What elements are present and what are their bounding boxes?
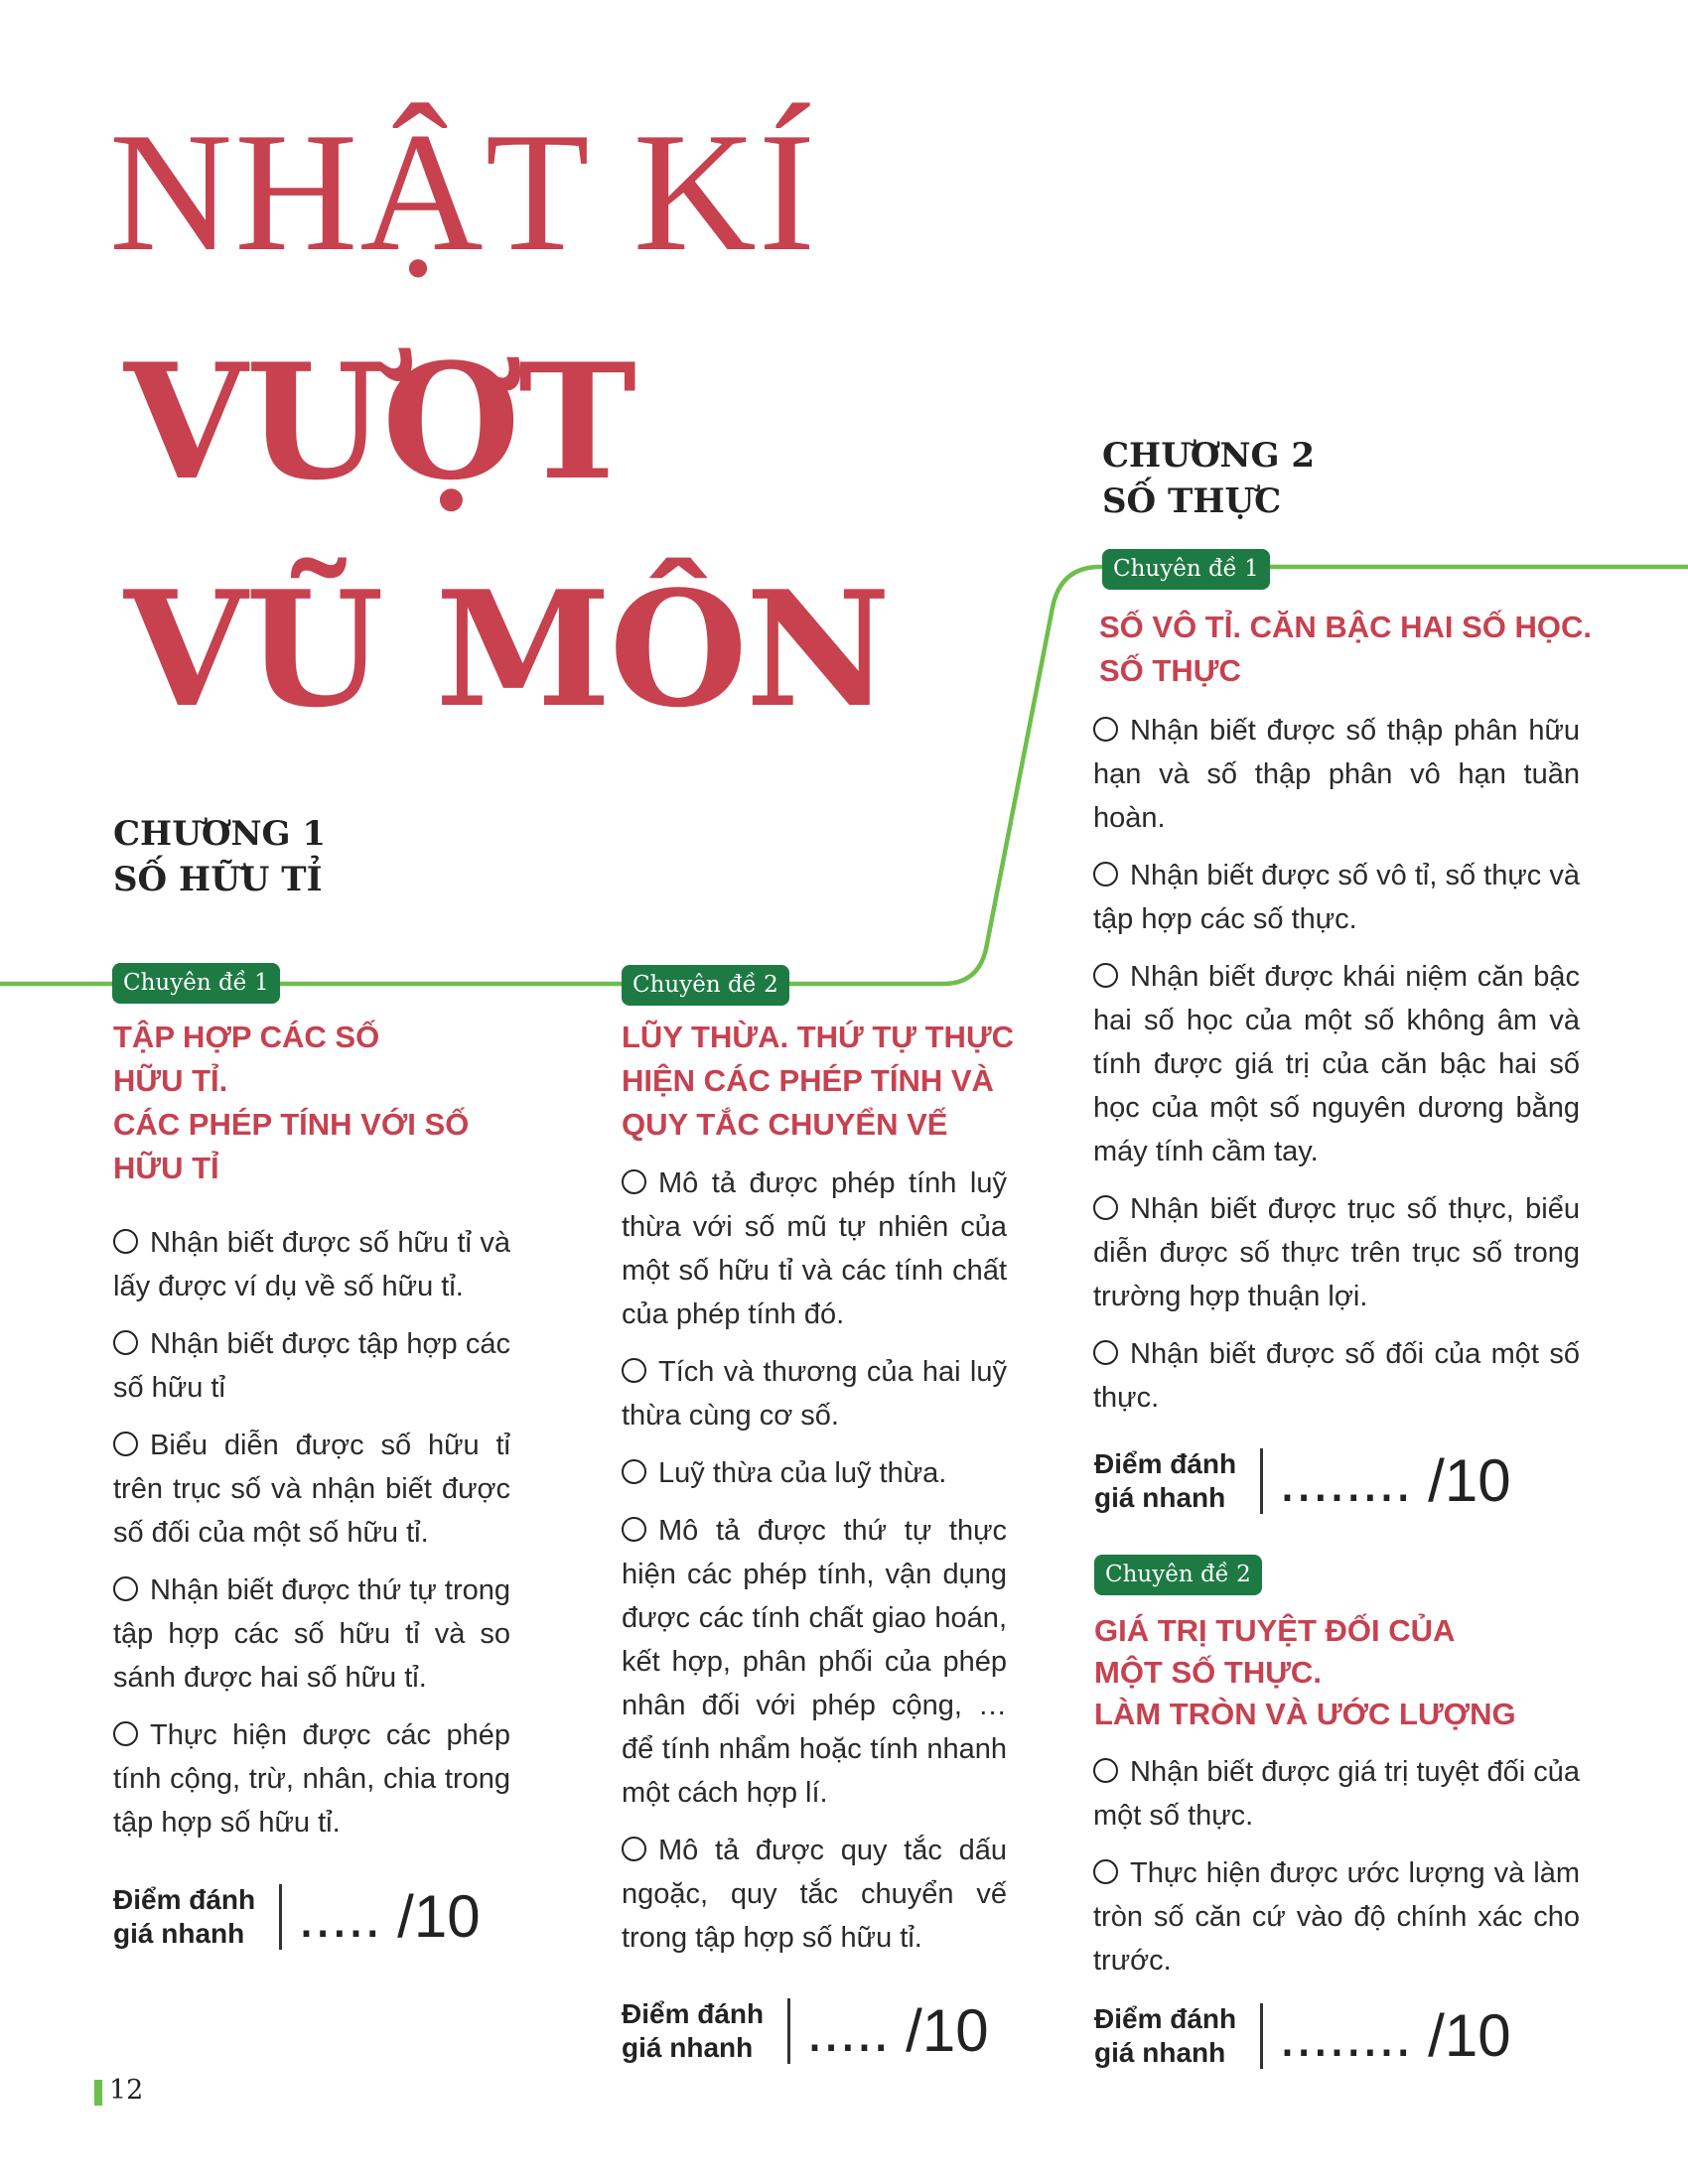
checklist-item (1093, 1187, 1580, 1318)
checklist-item (1093, 1750, 1580, 1838)
checkbox-circle-icon[interactable] (113, 1432, 138, 1456)
checklist-item-text: Luỹ thừa của luỹ thừa. (658, 1457, 947, 1489)
quick-score-value[interactable]: ........ /10 (1279, 2002, 1511, 2069)
chapter-2-heading (1102, 433, 1315, 524)
checklist-item-text: Nhận biết được tập hợp các số hữu tỉ (113, 1328, 510, 1404)
topic-tag: Chuyên đề 1 (112, 963, 280, 1004)
topic-heading-line: HIỆN CÁC PHÉP TÍNH VÀ (622, 1063, 994, 1098)
checkbox-circle-icon[interactable] (622, 1837, 646, 1861)
checkbox-circle-icon[interactable] (1093, 1340, 1118, 1365)
topic-heading-line: LÀM TRÒN VÀ ƯỚC LƯỢNG (1094, 1697, 1516, 1731)
checkbox-circle-icon[interactable] (1093, 717, 1118, 742)
checklist-item (622, 1451, 1007, 1495)
checklist-item-text: Nhận biết được số thập phân hữu hạn và số thập phân vô hạn tuần hoàn. (1093, 715, 1580, 834)
chapter-1-label: CHƯƠNG 1 (113, 814, 327, 854)
checklist-item-text: Tích và thương của hai luỹ thừa cùng cơ số. (622, 1356, 1007, 1432)
topic-heading-line: HỮU TỈ (113, 1151, 219, 1185)
quick-score-label-line: Điểm đánh (622, 1998, 765, 2029)
topic-heading (622, 1016, 1039, 1147)
checklist-item-text: Biểu diễn được số hữu tỉ trên trục số và nhận biết được số đối của một số hữu tỉ. (113, 1430, 510, 1549)
quick-score-label (113, 1883, 255, 1951)
checklist-item-text: Mô tả được phép tính luỹ thừa với số mũ tự nhiên của một số hữu tỉ và các tính chất của phép tính đó. (622, 1167, 1007, 1330)
checkbox-circle-icon[interactable] (622, 1169, 646, 1194)
quick-score (1094, 2002, 1511, 2070)
checkbox-circle-icon[interactable] (113, 1576, 138, 1601)
checklist-item-text: Nhận biết được số đối của một số thực. (1093, 1338, 1580, 1414)
quick-score-value[interactable]: ........ /10 (1279, 1447, 1511, 1514)
quick-score-label-line: Điểm đánh (1094, 1448, 1237, 1479)
chapter-2-name: SỐ THỰC (1102, 481, 1282, 521)
quick-score-label (1094, 1447, 1236, 1515)
quick-score (622, 1997, 989, 2065)
checklist-item (113, 1221, 510, 1308)
checkbox-circle-icon[interactable] (113, 1721, 138, 1746)
topic-heading-line: GIÁ TRỊ TUYỆT ĐỐI CỦA (1094, 1613, 1456, 1648)
checklist-item (113, 1424, 510, 1555)
checklist-item (622, 1350, 1007, 1437)
topic-heading-line: HỮU TỈ. (113, 1063, 228, 1098)
divider (279, 1884, 282, 1950)
checklist-item (1093, 955, 1580, 1173)
topic-heading-line: SỐ THỰC (1099, 653, 1241, 688)
quick-score-label-line: giá nhanh (622, 2032, 754, 2063)
checklist (1093, 1750, 1580, 1996)
checklist-item-text: Nhận biết được trục số thực, biểu diễn được số thực trên trục số trong trường hợp thuận lợi. (1093, 1193, 1580, 1312)
checklist-item (622, 1509, 1007, 1815)
page-number: 12 (109, 2075, 144, 2106)
checklist-item (1093, 1332, 1580, 1420)
checkbox-circle-icon[interactable] (622, 1459, 646, 1484)
divider (1260, 1448, 1263, 1514)
checklist-item-text: Thực hiện được các phép tính cộng, trừ, nhân, chia trong tập hợp số hữu tỉ. (113, 1719, 510, 1839)
title-line-1: NHẬT KÍ (109, 98, 818, 287)
topic-tag: Chuyên đề 2 (1094, 1555, 1262, 1595)
checkbox-circle-icon[interactable] (1093, 1859, 1118, 1884)
quick-score-label-line: giá nhanh (113, 1918, 245, 1949)
topic-heading-line: QUY TẮC CHUYỂN VẾ (622, 1107, 948, 1142)
quick-score-value[interactable]: ..... /10 (298, 1883, 481, 1950)
checklist-item (113, 1713, 510, 1844)
quick-score (1094, 1447, 1511, 1515)
checkbox-circle-icon[interactable] (1093, 1195, 1118, 1220)
checkbox-circle-icon[interactable] (113, 1229, 138, 1254)
quick-score-label-line: giá nhanh (1094, 1482, 1226, 1513)
checklist-item-text: Mô tả được quy tắc dấu ngoặc, quy tắc chuyển vế trong tập hợp số hữu tỉ. (622, 1835, 1007, 1954)
checklist-item-text: Thực hiện được ước lượng và làm tròn số căn cứ vào độ chính xác cho trước. (1093, 1857, 1580, 1977)
checkbox-circle-icon[interactable] (622, 1358, 646, 1383)
title-line-3: VŨ MÔN (124, 556, 890, 743)
topic-tag: Chuyên đề 1 (1102, 549, 1270, 590)
quick-score-label-line: Điểm đánh (113, 1884, 256, 1915)
topic-tag: Chuyên đề 2 (622, 965, 789, 1006)
checkbox-circle-icon[interactable] (622, 1517, 646, 1542)
quick-score-label-line: giá nhanh (1094, 2037, 1226, 2068)
quick-score-value[interactable]: ..... /10 (806, 1997, 989, 2064)
checklist (1093, 709, 1580, 1433)
checklist-item (1093, 1851, 1580, 1982)
chapter-1-name: SỐ HỮU TỈ (113, 860, 323, 899)
checklist-item (113, 1569, 510, 1700)
checklist-item-text: Nhận biết được thứ tự trong tập hợp các số hữu tỉ và so sánh được hai số hữu tỉ. (113, 1574, 510, 1694)
chapter-2-label: CHƯƠNG 2 (1102, 436, 1316, 476)
quick-score-label-line: Điểm đánh (1094, 2003, 1237, 2034)
checklist-item-text: Nhận biết được giá trị tuyệt đối của một số thực. (1093, 1756, 1580, 1832)
checkbox-circle-icon[interactable] (1093, 1758, 1118, 1783)
topic-heading-line: TẬP HỢP CÁC SỐ (113, 1020, 380, 1054)
checkbox-circle-icon[interactable] (1093, 862, 1118, 887)
checkbox-circle-icon[interactable] (1093, 963, 1118, 988)
checklist (113, 1221, 510, 1858)
title-line-2: VƯỢT (124, 329, 635, 515)
divider (1260, 2003, 1263, 2069)
checklist-item (1093, 709, 1580, 840)
checklist-item-text: Nhận biết được số vô tỉ, số thực và tập hợp các số thực. (1093, 860, 1580, 935)
checklist-item (622, 1829, 1007, 1960)
topic-heading (1094, 1610, 1591, 1735)
checklist-item-text: Nhận biết được khái niệm căn bậc hai số học của một số không âm và tính được giá trị của căn bậc hai số học của một số nguyên dương bằng máy tính cầm tay. (1093, 961, 1580, 1167)
topic-heading-line: CÁC PHÉP TÍNH VỚI SỐ (113, 1107, 470, 1142)
checklist-item (1093, 854, 1580, 941)
page-number-marker (94, 2080, 102, 2106)
topic-heading (1099, 606, 1596, 693)
chapter-1-heading (113, 811, 326, 902)
divider (787, 1998, 790, 2064)
quick-score (113, 1883, 481, 1951)
quick-score-label (1094, 2002, 1236, 2070)
topic-heading-line: LŨY THỪA. THỨ TỰ THỰC (622, 1020, 1015, 1054)
checklist (622, 1161, 1007, 1974)
topic-heading-line: MỘT SỐ THỰC. (1094, 1655, 1322, 1690)
topic-heading-line: SỐ VÔ TỈ. CĂN BẬC HAI SỐ HỌC. (1099, 610, 1593, 644)
checklist-item-text: Nhận biết được số hữu tỉ và lấy được ví dụ về số hữu tỉ. (113, 1227, 510, 1302)
checklist-item (622, 1161, 1007, 1336)
checklist-item (113, 1322, 510, 1410)
checkbox-circle-icon[interactable] (113, 1330, 138, 1355)
checklist-item-text: Mô tả được thứ tự thực hiện các phép tính, vận dụng được các tính chất giao hoán, kết hợp, phân phối của phép nhân đối với phép cộng, … để tính nhẩm hoặc tính nhanh một cách hợp lí. (622, 1515, 1007, 1809)
topic-heading (113, 1016, 530, 1190)
quick-score-label (622, 1997, 764, 2065)
